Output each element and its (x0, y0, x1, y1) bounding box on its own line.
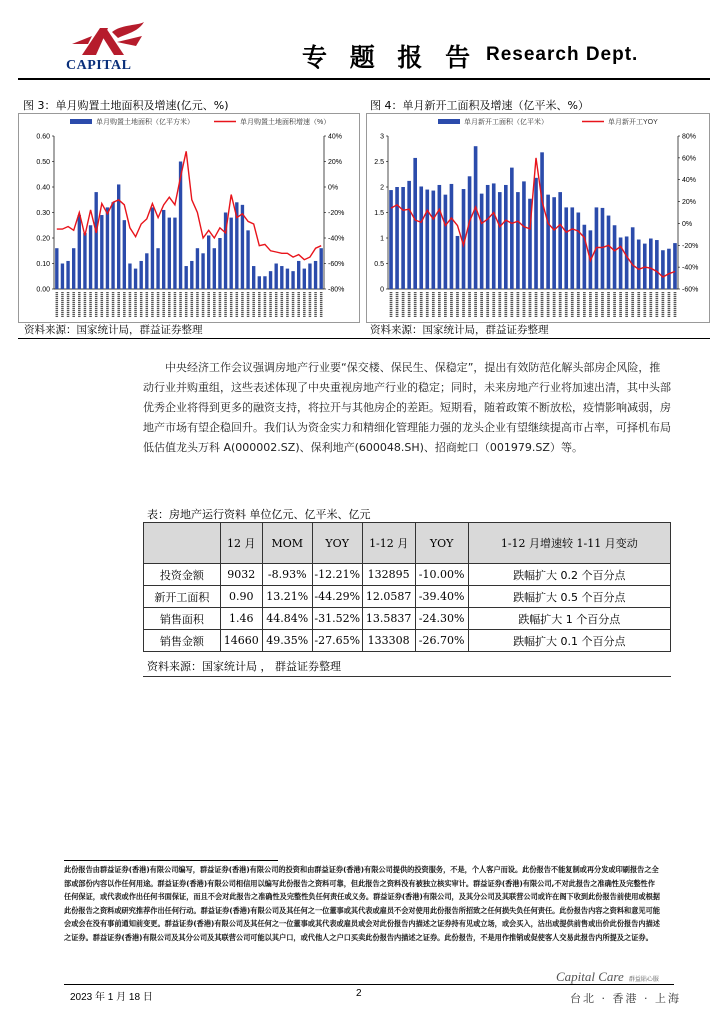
bar (395, 187, 399, 289)
bar (444, 195, 448, 289)
right-axis-tick-label: 80% (682, 133, 697, 141)
left-axis-tick-label: 1 (380, 235, 384, 243)
bar (552, 197, 556, 289)
bar (55, 248, 58, 289)
bar (413, 158, 417, 289)
table-cell: 13.21% (262, 586, 312, 608)
bar (432, 191, 436, 289)
footer-brand (556, 966, 686, 985)
bar (218, 238, 221, 289)
left-axis-tick-label: 0.50 (36, 159, 50, 166)
figure3-source: 资料来源：国家统计局，群益证券整理 (24, 324, 203, 336)
bar (269, 271, 272, 289)
bar (185, 266, 188, 289)
bar (480, 194, 484, 289)
figure4-title: 图 4：单月新开工面积及增速（亿平米、%） (370, 99, 589, 112)
figure4-source: 资料来源：国家统计局，群益证券整理 (370, 324, 549, 336)
bar (134, 269, 137, 289)
left-axis-tick-label: 0.5 (374, 261, 384, 268)
table-row (144, 630, 671, 652)
table-cell: 新开工面积 (144, 586, 221, 608)
table-row (144, 564, 671, 586)
right-axis-tick-label: -20% (328, 210, 345, 217)
bar (558, 192, 562, 289)
table-cell: -10.00% (415, 564, 468, 586)
footer-rule (64, 984, 674, 985)
bar (252, 266, 255, 289)
left-axis-tick-label: 2 (380, 184, 384, 192)
bar (419, 186, 423, 289)
table-header-cell: 1-12 月增速较 1-11 月变动 (468, 523, 670, 564)
left-axis-tick-label: 0.20 (36, 235, 50, 243)
table-row (144, 608, 671, 630)
table-cell: 12.0587 (362, 586, 415, 608)
table-cell: -8.93% (262, 564, 312, 586)
bar (151, 207, 154, 289)
table-header-cell: 12 月 (220, 523, 262, 564)
bar (534, 178, 538, 289)
table-row (144, 586, 671, 608)
right-axis-tick-label: 0% (328, 184, 339, 192)
table-cell: 132895 (362, 564, 415, 586)
left-axis-tick-label: 0.30 (36, 210, 50, 217)
chart-frame (367, 114, 710, 323)
capital-logo-icon (62, 22, 162, 58)
bar (522, 181, 526, 289)
analysis-paragraph: 中央经济工作会议强调房地产行业要“保交楼、保民生、保稳定”，提出有效防范化解头部房企风险，推动行业并购重组，这些表述体现了中央重视房地产行业的稳定；同时，未来房地产行业将加速出清，其中头部优秀企业将得到更多的融资支持，将拉开与其他房企的差距。短期看，随着政策不断放松，疫情影响减弱，房地产市场有望企稳回升。我们认为资金实力和精细化管理能力强的龙头企业有望继续提高市占率，可择机布局低估值龙头万科 A(000002.SZ)、保利地产(600048.SH)、招商蛇口（001979.SZ）等。 (143, 361, 671, 454)
bar (201, 253, 204, 289)
left-axis-tick-label: 0.60 (36, 133, 50, 141)
bar (540, 152, 544, 289)
bar (649, 239, 653, 289)
bar (625, 236, 629, 289)
right-axis-tick-label: 40% (328, 133, 343, 141)
figure4-chart (366, 113, 710, 323)
table-cell: 销售面积 (144, 608, 221, 630)
right-axis-tick-label: -40% (328, 235, 345, 243)
bar (407, 181, 411, 289)
bar (297, 261, 300, 289)
table-cell: 销售金额 (144, 630, 221, 652)
bar (207, 235, 210, 289)
table-header-cell (144, 523, 221, 564)
bar (196, 248, 199, 289)
capital-care-logo: Capital Care (556, 969, 624, 984)
table-cell: 跌幅扩大 1 个百分点 (468, 608, 670, 630)
report-type-title: 专 题 报 告 (302, 43, 478, 72)
bar (498, 192, 502, 289)
bar (128, 264, 131, 290)
bar (230, 218, 233, 289)
research-dept-label: Research Dept. (486, 44, 639, 65)
table-cell: 投资金额 (144, 564, 221, 586)
bar (456, 236, 460, 289)
footnote-rule (64, 860, 278, 861)
bar (570, 207, 574, 289)
capital-care-sub: 群益貼心服 (628, 976, 659, 983)
bar (263, 276, 266, 289)
figure3-chart (18, 113, 360, 323)
table-cell: -24.30% (415, 608, 468, 630)
bar (308, 264, 311, 290)
bar (643, 244, 647, 289)
figure3-svg (18, 113, 360, 323)
legend-line-label: 单月购置土地面积增速（%） (240, 119, 331, 126)
right-axis-tick-label: 40% (682, 177, 697, 185)
table-cell: 14660 (220, 630, 262, 652)
bar (286, 269, 289, 289)
figures-bottom-rule (18, 338, 710, 339)
bar (468, 176, 472, 289)
right-axis-tick-label: 60% (682, 155, 697, 163)
left-axis-tick-label: 0 (380, 286, 384, 294)
chart-legend (70, 117, 330, 126)
table-cell: -31.52% (312, 608, 362, 630)
disclaimer-text: 此份报告由群益证券(香港)有限公司编写，群益证券(香港)有限公司的投资和由群益证券(香港)有限公司提供的投资服务，不是，个人客户而设。此份报告不能复制或再分发或印刷报告之全部或部份内容以作任何用途。群益证券(香港)有限公司相信用以编写此份报告之资料可靠，但此报告之资料没有被独立核实审计。群益证券(香港)有限公司,不对此报告之准确性及完整性作任何保证，或代表或作出任何书面保证，而且不会对此报告之准确性及完整性负任何责任或义务。群益证券(香港)有限公司，及其分公司及其联营公司或许在阁下收到此份报告前使用或根据此份报告之资料或研究推荐作出任何行动。群益证券(香港)有限公司及其任何之一位董事或其代表或雇员不会对使用此份报告所招致之任何损失负任何责任。此份报告内容之资料和意见可能会或会在没有事前通知前变更。群益证券(香港)有限公司及其任何之一位董事或其代表或雇员或会对此份报告内描述之证券持有见或立场，或会买入，沽出或提供前售或出价此份报告内描述之证券。群益证券(香港)有限公司及其分公司及其联营公司可能以其户口，或代他人之户口买卖此份报告内描述之证券。此份报告，不是用作推销或促使客人交易此报告内所提及之证券。 (64, 865, 660, 942)
bar (106, 207, 109, 289)
legend-line-label: 单月新开工YOY (608, 119, 658, 126)
bar (655, 240, 659, 289)
bar (613, 225, 617, 289)
left-axis-tick-label: 3 (380, 133, 384, 141)
bar (492, 183, 496, 289)
right-axis-tick-label: 20% (682, 199, 697, 207)
table-header-cell: YOY (312, 523, 362, 564)
table-cell: 44.84% (262, 608, 312, 630)
table-cell: 9032 (220, 564, 262, 586)
left-axis-tick-label: 0.40 (36, 184, 50, 192)
company-logo (62, 22, 162, 74)
table-bottom-rule (143, 676, 671, 677)
table-header-cell: 1-12 月 (362, 523, 415, 564)
table-header-cell: MOM (262, 523, 312, 564)
bar (213, 248, 216, 289)
bar (504, 185, 508, 289)
legend-bar-label: 单月购置土地面积（亿平方米） (96, 119, 194, 126)
table-cell: -27.65% (312, 630, 362, 652)
bar (450, 184, 454, 289)
table-cell: -12.21% (312, 564, 362, 586)
bar (78, 215, 81, 289)
bar (89, 225, 92, 289)
bar (601, 208, 605, 289)
right-axis-tick-label: -80% (328, 286, 345, 294)
bar (546, 195, 550, 289)
left-axis-tick-label: 0.00 (36, 286, 50, 294)
bar (667, 249, 671, 289)
right-axis-tick-label: -40% (682, 264, 699, 272)
bar (619, 237, 623, 289)
figure3-title: 图 3：单月购置土地面积及增速(亿元、%) (23, 99, 229, 112)
table-cell: 13.5837 (362, 608, 415, 630)
bar (280, 266, 283, 289)
bar (583, 225, 587, 289)
bar (510, 168, 514, 289)
bar (577, 213, 581, 290)
bar (631, 227, 635, 289)
bar (111, 202, 114, 289)
bar (241, 205, 244, 289)
bar (401, 187, 405, 289)
bar (320, 248, 323, 289)
right-axis-tick-label: -60% (682, 286, 699, 294)
bar (486, 185, 490, 289)
bar (145, 253, 148, 289)
table-cell: 跌幅扩大 0.1 个百分点 (468, 630, 670, 652)
bar (516, 192, 520, 289)
bar (474, 146, 478, 289)
legend-bar-label: 单月新开工面积（亿平米） (464, 119, 548, 126)
table-cell: 1.46 (220, 608, 262, 630)
table-source: 资料来源：国家统计局 ， 群益证券整理 (147, 660, 341, 673)
header-rule (18, 78, 710, 80)
bar (275, 264, 278, 290)
bar (389, 190, 393, 289)
table-cell: 0.90 (220, 586, 262, 608)
table-cell: 49.35% (262, 630, 312, 652)
bar (100, 215, 103, 289)
left-axis-tick-label: 0.10 (36, 261, 50, 268)
bar (168, 218, 171, 289)
bar (173, 218, 176, 289)
bar (156, 248, 159, 289)
bar (190, 261, 193, 289)
bar (61, 264, 64, 290)
bar (123, 220, 126, 289)
bar (607, 216, 611, 289)
bar (66, 261, 69, 289)
bar (246, 230, 249, 289)
bar (140, 261, 143, 289)
bar (438, 185, 442, 289)
table-cell: -44.29% (312, 586, 362, 608)
chart-legend (438, 117, 658, 126)
left-axis-tick-label: 2.5 (374, 159, 384, 166)
bar (637, 240, 641, 289)
figure4-svg (366, 113, 710, 323)
bar (303, 269, 306, 289)
right-axis-tick-label: 20% (328, 159, 343, 166)
bar (661, 250, 665, 289)
legend-bar-swatch (438, 119, 460, 124)
real-estate-table (143, 522, 671, 652)
logo-text: CAPITAL (66, 58, 132, 73)
bar (95, 192, 98, 289)
table-cell: -39.40% (415, 586, 468, 608)
table-header-row (144, 523, 671, 564)
table-header-cell: YOY (415, 523, 468, 564)
table-cell: -26.70% (415, 630, 468, 652)
table-cell: 跌幅扩大 0.2 个百分点 (468, 564, 670, 586)
bar (258, 276, 261, 289)
bar (162, 210, 165, 289)
bar (314, 261, 317, 289)
table-caption: 表：房地产运行资料 单位亿元、亿平米、亿元 (147, 508, 371, 521)
bar (673, 243, 677, 289)
table-cell: 跌幅扩大 0.5 个百分点 (468, 586, 670, 608)
chart-frame (19, 114, 360, 323)
footer-cities: 台北 · 香港 · 上海 (570, 992, 681, 1005)
legend-bar-swatch (70, 119, 92, 124)
right-axis-tick-label: 0% (682, 220, 693, 228)
bar (425, 190, 429, 289)
bar (564, 207, 568, 289)
left-axis-tick-label: 1.5 (374, 210, 384, 217)
page-number: 2 (356, 988, 362, 999)
right-axis-tick-label: -20% (682, 242, 699, 250)
bar (72, 248, 75, 289)
report-date: 2023 年 1 月 18 日 (70, 992, 153, 1003)
bar (291, 271, 294, 289)
right-axis-tick-label: -60% (328, 261, 345, 268)
table-cell: 133308 (362, 630, 415, 652)
bar (83, 233, 86, 289)
